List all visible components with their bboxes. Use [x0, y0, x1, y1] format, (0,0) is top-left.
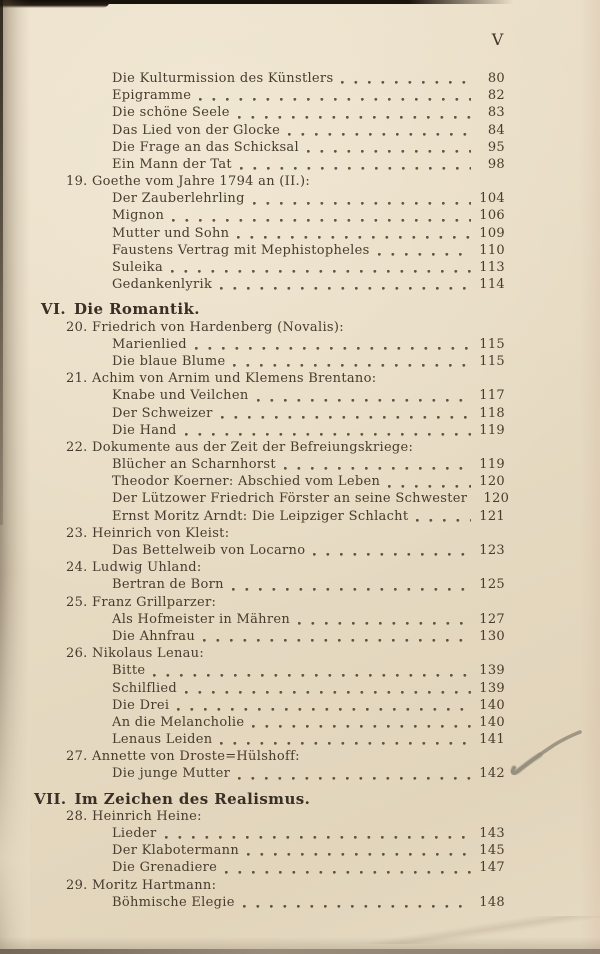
- toc-entry-row: [0, 208, 600, 225]
- entry-title: Faustens Vertrag mit Mephistopheles: [112, 242, 370, 258]
- dot-leader: [220, 734, 471, 746]
- entry-title: Ernst Moritz Arndt: Die Leipziger Schlacht: [112, 508, 409, 524]
- section-numeral: VI.: [40, 300, 66, 319]
- page-ref: 110: [479, 242, 505, 258]
- author-name: Nikolaus Lenau:: [92, 646, 205, 662]
- toc-author-row: [0, 645, 600, 662]
- author-number: 20.: [66, 319, 88, 335]
- entry-title: Der Klabotermann: [112, 843, 239, 859]
- toc-entry-row: [0, 276, 600, 293]
- scan-gutter-line: [0, 0, 3, 525]
- entry-title: Als Hofmeister in Mähren: [112, 611, 291, 627]
- dot-leader: [378, 245, 471, 257]
- entry-title: Gedankenlyrik: [112, 277, 213, 293]
- author-number: 21.: [66, 371, 88, 387]
- dot-leader: [243, 897, 471, 909]
- section-title: Die Romantik.: [74, 300, 200, 319]
- toc-author-row: [0, 319, 600, 336]
- entry-title: Die Kulturmission des Künstlers: [112, 70, 334, 86]
- entry-title: Böhmische Elegie: [112, 894, 235, 910]
- author-number: 29.: [66, 877, 88, 893]
- dot-leader: [220, 279, 471, 291]
- page-ref: 80: [487, 70, 505, 86]
- toc-section-row: [0, 791, 600, 808]
- dot-leader: [199, 90, 471, 102]
- toc-author-row: [0, 173, 600, 190]
- entry-title: Der Lützower Friedrich Förster an seine Schwester: [112, 491, 468, 507]
- toc-entry-row: [0, 87, 600, 104]
- page-ref: 123: [479, 543, 505, 559]
- dot-leader: [185, 425, 471, 437]
- entry-title: Theodor Koerner: Abschied vom Leben: [112, 474, 381, 490]
- page-ref: 82: [487, 88, 505, 104]
- page-ref: 98: [487, 156, 505, 172]
- page-ref: 139: [479, 663, 505, 679]
- author-name: Annette von Droste=Hülshoff:: [92, 749, 300, 765]
- dot-leader: [221, 408, 471, 420]
- dot-leader: [307, 142, 471, 154]
- dot-leader: [416, 511, 471, 523]
- page-ref: 120: [479, 474, 505, 490]
- entry-title: Die Drei: [112, 697, 170, 713]
- dot-leader: [240, 159, 471, 171]
- entry-title: Epigramme: [112, 88, 192, 104]
- entry-title: Die Frage an das Schicksal: [112, 139, 299, 155]
- toc-author-row: [0, 808, 600, 825]
- dot-leader: [253, 194, 471, 206]
- entry-title: Lenaus Leiden: [112, 732, 213, 748]
- toc-entry-row: [0, 894, 600, 911]
- toc-entry-row: [0, 611, 600, 628]
- author-name: Achim von Arnim und Klemens Brentano:: [92, 371, 377, 387]
- dot-leader: [247, 845, 471, 857]
- page-ref: 148: [479, 894, 505, 910]
- dot-leader: [284, 459, 471, 471]
- toc-entry-row: [0, 259, 600, 276]
- entry-title: Die blaue Blume: [112, 353, 226, 369]
- entry-title: Bertran de Born: [112, 577, 224, 593]
- dot-leader: [232, 580, 471, 592]
- dot-leader: [172, 211, 471, 223]
- page-ref: 119: [479, 422, 505, 438]
- author-number: 19.: [66, 174, 88, 190]
- section-numeral: VII.: [34, 789, 67, 808]
- pencil-checkmark-icon: [504, 728, 590, 778]
- dot-leader: [257, 391, 471, 403]
- author-number: 25.: [66, 594, 88, 610]
- entry-title: Die junge Mutter: [112, 766, 231, 782]
- page-number: V: [491, 30, 505, 49]
- entry-title: Mignon: [112, 208, 165, 224]
- page-ref: 145: [479, 843, 505, 859]
- dot-leader: [238, 108, 471, 120]
- toc-entry-row: [0, 353, 600, 370]
- toc-entry-row: [0, 336, 600, 353]
- dot-leader: [388, 477, 471, 489]
- author-name: Heinrich von Kleist:: [92, 525, 230, 541]
- entry-title: Der Schweizer: [112, 405, 213, 421]
- author-number: 24.: [66, 560, 88, 576]
- dot-leader: [177, 700, 471, 712]
- dot-leader: [237, 228, 471, 240]
- entry-title: Die schöne Seele: [112, 105, 230, 121]
- page-ref: 117: [479, 388, 505, 404]
- scan-edge-bottom: [0, 949, 600, 954]
- toc-entry-row: [0, 225, 600, 242]
- page-ref: 115: [479, 353, 505, 369]
- dot-leader: [313, 545, 471, 557]
- author-number: 27.: [66, 749, 88, 765]
- author-name: Dokumente aus der Zeit der Befreiungskriege:: [92, 439, 414, 455]
- toc-author-row: [0, 525, 600, 542]
- page-ref: 141: [479, 732, 505, 748]
- dot-leader: [185, 683, 471, 695]
- toc-section-row: [0, 301, 600, 318]
- toc-entry-row: [0, 70, 600, 87]
- author-name: Friedrich von Hardenberg (Novalis):: [92, 319, 344, 335]
- dot-leader: [252, 717, 471, 729]
- toc-entry-row: [0, 842, 600, 859]
- toc-entry-row: [0, 825, 600, 842]
- page-ref: 140: [479, 714, 505, 730]
- page-ref: 119: [479, 457, 505, 473]
- entry-title: Blücher an Scharnhorst: [112, 457, 276, 473]
- toc-entry-row: [0, 242, 600, 259]
- entry-title: An die Melancholie: [112, 714, 245, 730]
- toc-author-row: [0, 559, 600, 576]
- dot-leader: [203, 631, 471, 643]
- entry-title: Suleika: [112, 260, 164, 276]
- entry-title: Das Bettelweib von Locarno: [112, 543, 306, 559]
- toc-author-row: [0, 594, 600, 611]
- toc-entry-row: [0, 104, 600, 121]
- toc-entry-row: [0, 422, 600, 439]
- scan-edge-right: [580, 0, 600, 954]
- dot-leader: [171, 262, 471, 274]
- toc-author-row: [0, 370, 600, 387]
- page-ref: 104: [479, 191, 505, 207]
- author-number: 28.: [66, 808, 88, 824]
- toc-entry-row: [0, 628, 600, 645]
- page-ref: 130: [479, 628, 505, 644]
- dot-leader: [341, 73, 471, 85]
- author-number: 22.: [66, 439, 88, 455]
- dot-leader: [225, 863, 471, 875]
- dot-leader: [288, 125, 471, 137]
- page-ref: 125: [479, 577, 505, 593]
- toc-entry-row: [0, 190, 600, 207]
- page-ref: 127: [479, 611, 505, 627]
- page-ref: 115: [479, 336, 505, 352]
- page-ref: 118: [479, 405, 505, 421]
- page-ref: 139: [479, 680, 505, 696]
- toc-entry-row: [0, 576, 600, 593]
- toc-entry-row: [0, 662, 600, 679]
- dot-leader: [165, 828, 471, 840]
- entry-title: Schilflied: [112, 680, 178, 696]
- entry-title: Ein Mann der Tat: [112, 156, 232, 172]
- scan-gutter-shadow: [0, 0, 30, 954]
- author-name: Goethe vom Jahre 1794 an (II.):: [92, 174, 311, 190]
- page-ref: 83: [487, 105, 505, 121]
- section-title: Im Zeichen des Realismus.: [74, 789, 311, 808]
- page-ref: 120: [483, 491, 510, 507]
- entry-title: Marienlied: [112, 336, 187, 352]
- page-ref: 142: [479, 766, 505, 782]
- dot-leader: [195, 339, 471, 351]
- entry-title: Mutter und Sohn: [112, 225, 230, 241]
- toc-entry-row: [0, 473, 600, 490]
- page-ref: 95: [487, 139, 505, 155]
- toc-entry-row: [0, 139, 600, 156]
- author-name: Ludwig Uhland:: [92, 560, 202, 576]
- toc-entry-row: [0, 542, 600, 559]
- toc-entry-row: [0, 156, 600, 173]
- toc-author-row: [0, 877, 600, 894]
- page-ref: 113: [479, 260, 505, 276]
- entry-title: Bitte: [112, 663, 146, 679]
- author-name: Franz Grillparzer:: [92, 594, 217, 610]
- toc-author-row: [0, 439, 600, 456]
- toc-entry-row: [0, 491, 600, 508]
- toc-entry-row: [0, 405, 600, 422]
- entry-title: Das Lied von der Glocke: [112, 122, 281, 138]
- author-name: Moritz Hartmann:: [92, 877, 217, 893]
- author-number: 26.: [66, 646, 88, 662]
- toc-entry-row: [0, 387, 600, 404]
- dot-leader: [233, 356, 471, 368]
- entry-title: Die Grenadiere: [112, 860, 218, 876]
- entry-title: Knabe und Veilchen: [112, 388, 249, 404]
- author-number: 23.: [66, 525, 88, 541]
- page-ref: 143: [479, 826, 505, 842]
- page-ref: 114: [479, 277, 505, 293]
- toc-entry-row: [0, 508, 600, 525]
- author-name: Heinrich Heine:: [92, 808, 202, 824]
- dot-leader: [238, 769, 471, 781]
- paper-crease: [350, 916, 600, 944]
- page-ref: 106: [479, 208, 505, 224]
- dot-leader: [298, 614, 471, 626]
- page-ref: 84: [487, 122, 505, 138]
- dot-leader: [153, 666, 471, 678]
- entry-title: Die Ahnfrau: [112, 628, 195, 644]
- toc-entry-row: [0, 859, 600, 876]
- toc-entry-row: [0, 697, 600, 714]
- table-of-contents: [0, 70, 600, 911]
- toc-entry-row: [0, 456, 600, 473]
- entry-title: Lieder: [112, 826, 157, 842]
- entry-title: Die Hand: [112, 422, 177, 438]
- entry-title: Der Zauberlehrling: [112, 191, 245, 207]
- toc-entry-row: [0, 122, 600, 139]
- toc-entry-row: [0, 680, 600, 697]
- page-ref: 147: [479, 860, 505, 876]
- page-ref: 109: [479, 225, 505, 241]
- page-ref: 140: [479, 697, 505, 713]
- page-ref: 121: [479, 508, 505, 524]
